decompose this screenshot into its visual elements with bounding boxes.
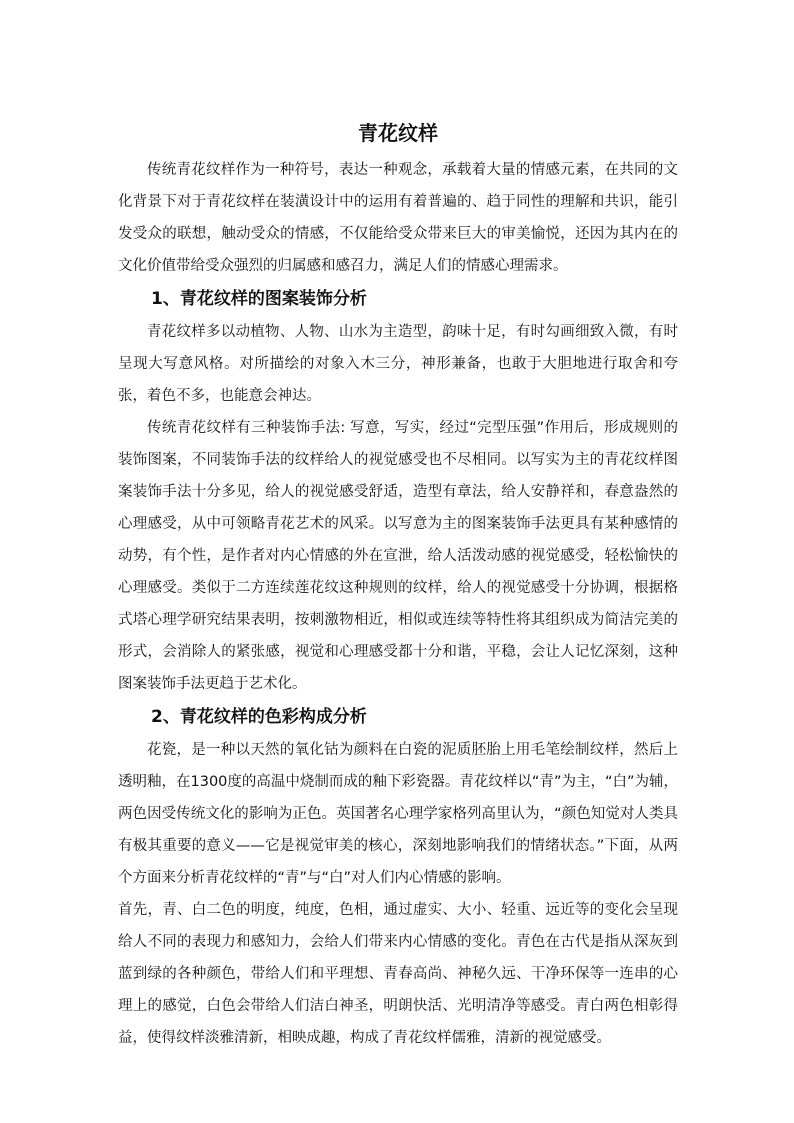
paragraph-decoration-techniques: 传统青花纹样有三种装饰手法: 写意，写实，经过“完型压强”作用后，形成规则的装饰图案，不同装饰手法的纹样给人的视觉感受也不尽相同。以写实为主的青花纹样图案装饰手法十分多见，给人的视觉感受舒适，造型有章法，给人安静祥和，春意盎然的心理感受，从中可领略青花艺术的风采。以写意为主的图案装饰手法更具有某种感情的动势，有个性，是作者对内心情感的外在宣泄，给人活泼动感的视觉感受，轻松愉快的心理感受。类似于二方连续莲花纹这种规则的纹样，给人的视觉感受十分协调，根据格式塔心理学研究结果表明，按刺激物相近，相似或连续等特性将其组织成为简洁完美的形式，会消除人的紧张感，视觉和心理感受都十分和谐，平稳，会让人记忆深刻，这种图案装饰手法更趋于艺术化。 [118, 420, 678, 692]
intro-paragraph: 传统青花纹样作为一种符号，表达一种观念，承载着大量的情感元素，在共同的文化背景下对于青花纹样在装潢设计中的运用有着普遍的、趋于同性的理解和共识，能引发受众的联想，触动受众的情感，不仅能给受众带来巨大的审美愉悦，还因为其内在的文化价值带给受众强烈的归属感和感召力，满足人们的情感心理需求。 [118, 162, 678, 274]
paragraph-blue-white-perception: 首先，青、白二色的明度，纯度，色相，通过虚实、大小、轻重、远近等的变化会呈现给人不同的表现力和感知力，会给人们带来内心情感的变化。青色在古代是指从深灰到蓝到绿的各种颜色，带给人们和平理想、青春高尚、神秘久远、干净环保等一连串的心理上的感觉，白色会带给人们洁白神圣，明朗快活、光明清净等感受。青白两色相彰得益，使得纹样淡雅清新，相映成趣，构成了青花纹样儒雅，清新的视觉感受。 [118, 902, 678, 1046]
document-title: 青花纹样 [358, 121, 438, 145]
section-heading-pattern-decoration: 1、青花纹样的图案装饰分析 [151, 289, 367, 309]
section-heading-color-composition: 2、青花纹样的色彩构成分析 [151, 707, 367, 727]
paragraph-pattern-styles: 青花纹样多以动植物、人物、山水为主造型，韵味十足，有时勾画细致入微，有时呈现大写意风格。对所描绘的对象入木三分，神形兼备，也敢于大胆地进行取舍和夸张，着色不多，也能意会神达。 [118, 324, 678, 404]
paragraph-porcelain-colors: 花瓷，是一种以天然的氧化钴为颜料在白瓷的泥质胚胎上用毛笔绘制纹样，然后上透明釉，在1300度的高温中烧制而成的釉下彩瓷器。青花纹样以“青”为主，“白”为辅，两色因受传统文化的影响为正色。英国著名心理学家格列高里认为，“颜色知觉对人类具有极其重要的意义——它是视觉审美的核心，深刻地影响我们的情绪状态。”下面，从两个方面来分析青花纹样的“青”与“白”对人们内心情感的影响。 [118, 742, 678, 886]
document-body [118, 118, 678, 1054]
